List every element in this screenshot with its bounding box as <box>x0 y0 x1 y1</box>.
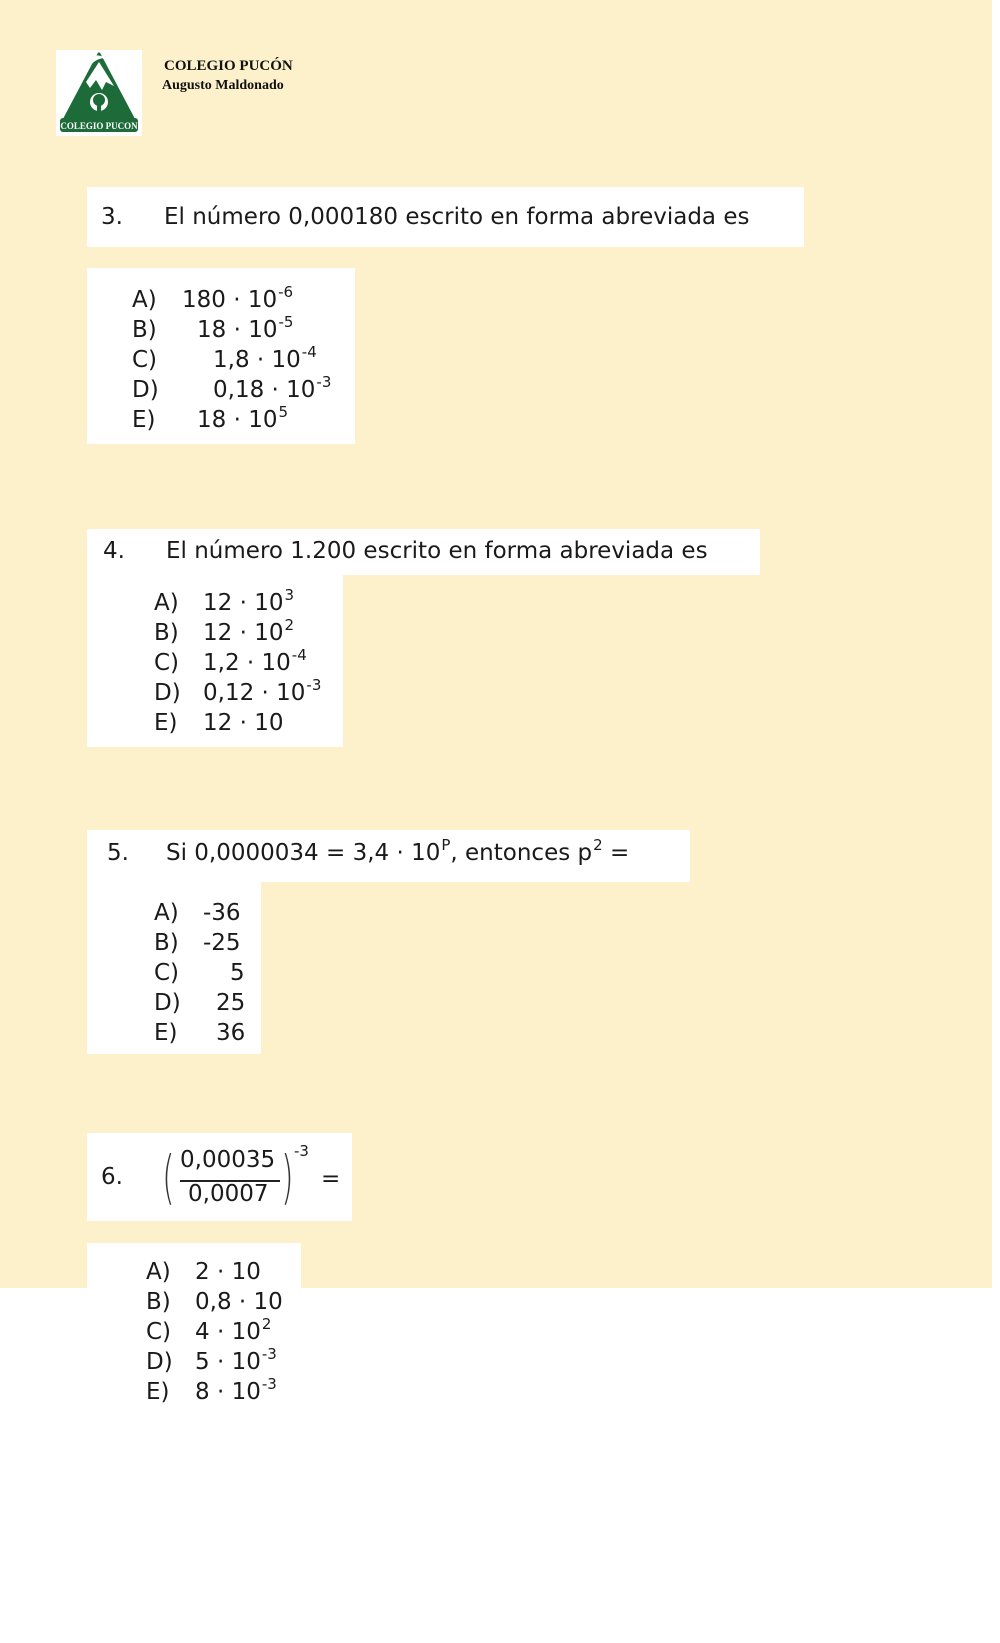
left-parenthesis: ( <box>162 1143 175 1211</box>
fraction-denominator: 0,0007 <box>188 1181 269 1207</box>
logo-text: COLEGIO PUCON <box>60 121 138 131</box>
question-4-text: El número 1.200 escrito en forma abreviada es <box>166 538 708 564</box>
question-5-number: 5. <box>107 840 129 866</box>
fraction-numerator: 0,00035 <box>180 1147 276 1173</box>
question-5-text: Si $0,0000034 = 3,4 \cdot 10^P$, entonces $p^2$ = <box>166 836 630 866</box>
right-parenthesis: ) <box>281 1143 294 1211</box>
school-subtitle: Augusto Maldonado <box>162 78 284 93</box>
question-4-number: 4. <box>103 538 125 564</box>
question-6-number: 6. <box>101 1164 123 1190</box>
school-name: COLEGIO PUCÓN <box>164 58 293 74</box>
equals-sign: = <box>321 1166 341 1192</box>
school-logo <box>56 50 142 136</box>
question-3-text: El número 0,000180 escrito en forma abreviada es <box>164 204 750 230</box>
fraction-exponent: -3 <box>294 1142 309 1160</box>
question-3-number: 3. <box>101 204 123 230</box>
